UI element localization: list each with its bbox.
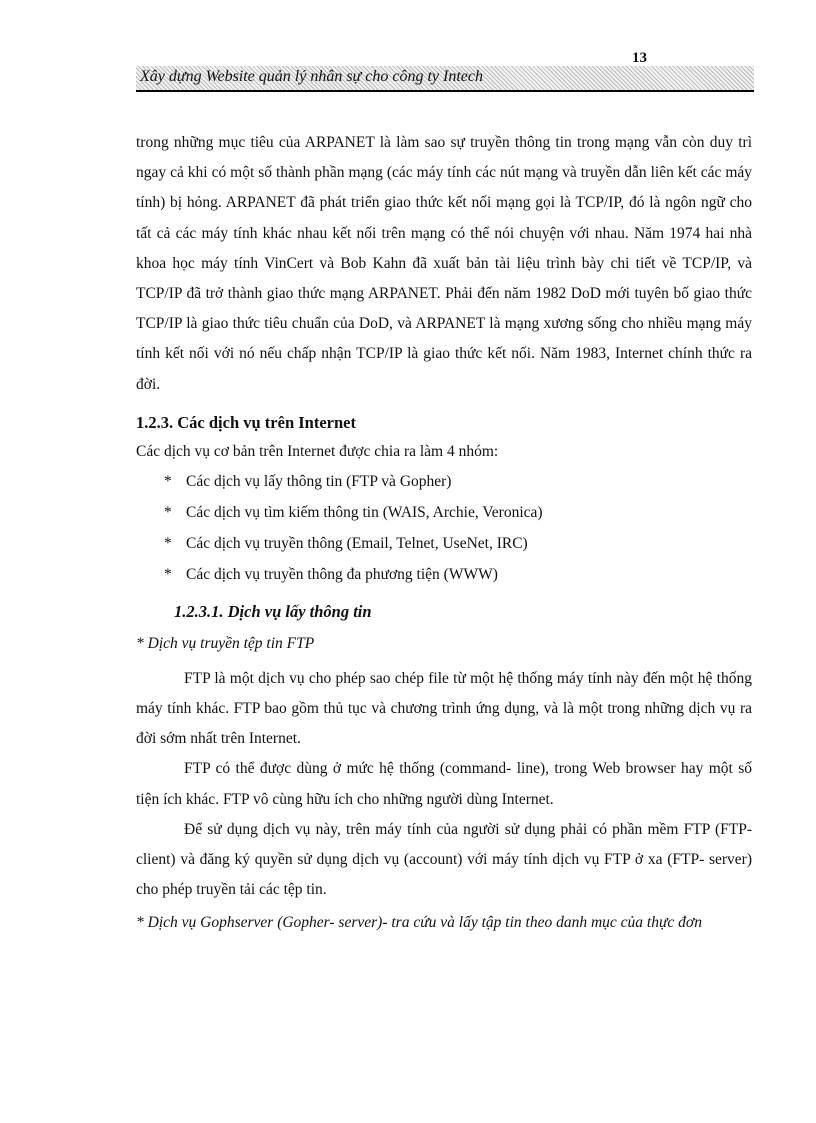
- list-item: [164, 497, 752, 528]
- list-item: [164, 466, 752, 497]
- subsection-heading: 1.2.3.1. Dịch vụ lấy thông tin: [174, 601, 372, 621]
- bullet-star-icon: *: [164, 503, 172, 521]
- ftp-paragraph-3: Để sử dụng dịch vụ này, trên máy tính của người sử dụng phải có phần mềm FTP (FTP- client) và đăng ký quyền sử dụng dịch vụ (account) với máy tính dịch vụ FTP ở xa (FTP- server) cho phép truyền tải các tệp tin.: [136, 820, 752, 899]
- page-number: 13: [632, 50, 647, 66]
- gopher-note: * Dịch vụ Gophserver (Gopher- server)- tra cứu và lấy tập tin theo danh mục của thực đơn: [136, 914, 702, 932]
- ftp-paragraph-1: FTP là một dịch vụ cho phép sao chép file từ một hệ thống máy tính này đến một hệ thống máy tính khác. FTP bao gồm thủ tục và chương trình ứng dụng, và là một trong những dịch vụ ra đời sớm nhất trên Internet.: [136, 669, 752, 748]
- list-item-text: Các dịch vụ truyền thông (Email, Telnet, UseNet, IRC): [186, 534, 528, 552]
- list-item-text: Các dịch vụ tìm kiếm thông tin (WAIS, Archie, Veronica): [186, 503, 543, 521]
- list-item-text: Các dịch vụ truyền thông đa phương tiện (WWW): [186, 565, 498, 583]
- ftp-paragraph-2: FTP có thể được dùng ở mức hệ thống (command- line), trong Web browser hay một số tiện ích khác. FTP vô cùng hữu ích cho những người dùng Internet.: [136, 760, 752, 808]
- list-item: [164, 559, 752, 590]
- header-title: Xây dựng Website quản lý nhân sự cho công ty Intech: [140, 68, 484, 85]
- intro-paragraph: trong những mục tiêu của ARPANET là làm sao sự truyền thông tin trong mạng vẫn còn duy trì ngay cả khi có một số thành phần mạng (các máy tính các nút mạng và truyền dẫn liên kết các máy tính) bị hỏng. ARPANET đã phát triển giao thức kết nối mạng gọi là TCP/IP, đó là ngôn ngữ cho tất cả các máy tính khác nhau kết nối trên mạng có thể nói chuyện với nhau. Năm 1974 hai nhà khoa học máy tính VinCert và Bob Kahn đã xuất bản tài liệu trình bày chi tiết về TCP/IP, và TCP/IP đã trở thành giao thức mạng ARPANET. Phải đến năm 1982 DoD mới tuyên bố giao thức TCP/IP là giao thức tiêu chuẩn của DoD, và ARPANET là mạng xương sống cho nhiều mạng máy tính kết nối với nó nếu chấp nhận TCP/IP là giao thức kết nối. Năm 1983, Internet chính thức ra đời.: [136, 134, 752, 393]
- bullet-star-icon: *: [164, 565, 172, 583]
- list-item-text: Các dịch vụ lấy thông tin (FTP và Gopher): [186, 472, 452, 490]
- section-heading: 1.2.3. Các dịch vụ trên Internet: [136, 412, 356, 432]
- bullet-star-icon: *: [164, 534, 172, 552]
- services-list: [164, 466, 752, 590]
- section-lead: Các dịch vụ cơ bản trên Internet được chia ra làm 4 nhóm:: [136, 442, 499, 460]
- running-header: [136, 66, 754, 92]
- list-item: [164, 528, 752, 559]
- page-body: [136, 128, 752, 941]
- ftp-note: * Dịch vụ truyền tệp tin FTP: [136, 634, 315, 652]
- bullet-star-icon: *: [164, 472, 172, 490]
